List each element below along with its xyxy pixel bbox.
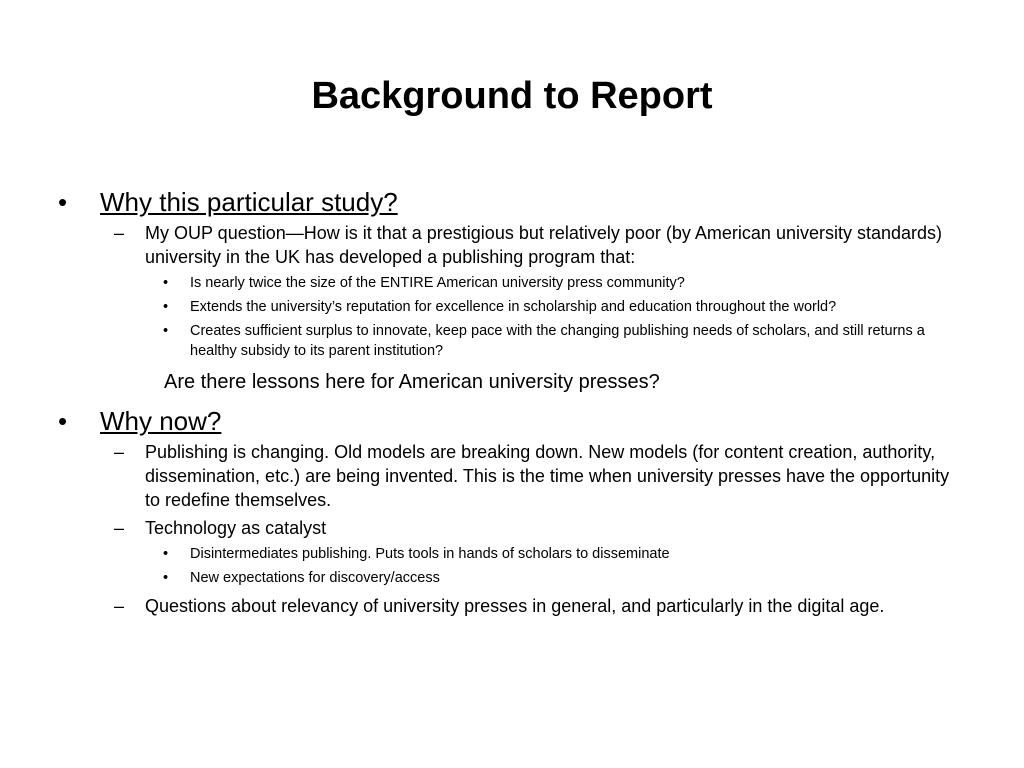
- bullet-why-this-study: [0, 184, 1024, 220]
- sub-bullet-text: Technology as catalyst: [145, 518, 327, 538]
- sub-sub-bullet-text: Extends the university’s reputation for excellence in scholarship and education throughout the world?: [190, 299, 837, 315]
- sub-sub-bullet-text: Is nearly twice the size of the ENTIRE American university press community?: [190, 275, 685, 291]
- sub-sub-bullet: [0, 544, 1024, 564]
- sub-bullet-text: Questions about relevancy of university presses in general, and particularly in the digital age.: [145, 596, 885, 616]
- bullet-heading: Why this particular study?: [100, 187, 398, 217]
- dash-marker: –: [114, 223, 125, 243]
- sub-bullet-text: Publishing is changing. Old models are breaking down. New models (for content creation, authority, dissemination, etc.) are being invented. This is the time when university presses have the opportunity to redefine themselves.: [145, 442, 950, 510]
- bullet-marker: •: [58, 187, 68, 217]
- sub-bullet: [0, 594, 1024, 618]
- sub-sub-bullet-text: New expectations for discovery/access: [190, 570, 440, 586]
- sub-bullet: [0, 516, 1024, 540]
- dash-marker: –: [114, 518, 125, 538]
- slide-content: [0, 184, 1024, 618]
- sub-sub-bullet: [0, 321, 1024, 361]
- sub-sub-bullet: [0, 273, 1024, 293]
- dot-marker: •: [163, 299, 169, 315]
- dash-marker: –: [114, 596, 125, 616]
- dot-marker: •: [163, 323, 169, 339]
- slide-title: Background to Report: [311, 75, 713, 117]
- sub-bullet-text: My OUP question—How is it that a prestigious but relatively poor (by American university standards) university in the UK has developed a publishing program that:: [145, 223, 943, 267]
- dot-marker: •: [163, 546, 169, 562]
- sub-sub-bullet-text: Disintermediates publishing. Puts tools in hands of scholars to disseminate: [190, 546, 670, 562]
- sub-bullet: [0, 221, 1024, 269]
- bullet-why-now: [0, 403, 1024, 439]
- dash-marker: –: [114, 442, 125, 462]
- bullet-heading: Why now?: [100, 406, 222, 436]
- sub-sub-bullet-text: Creates sufficient surplus to innovate, keep pace with the changing publishing needs of scholars, and still returns a healthy subsidy to its parent institution?: [190, 323, 925, 359]
- sub-sub-bullet: [0, 297, 1024, 317]
- dot-marker: •: [163, 570, 169, 586]
- bullet-marker: •: [58, 406, 68, 436]
- followup-question: Are there lessons here for American university presses?: [164, 371, 660, 393]
- sub-bullet: [0, 440, 1024, 512]
- dot-marker: •: [163, 275, 169, 291]
- sub-sub-bullet: [0, 568, 1024, 588]
